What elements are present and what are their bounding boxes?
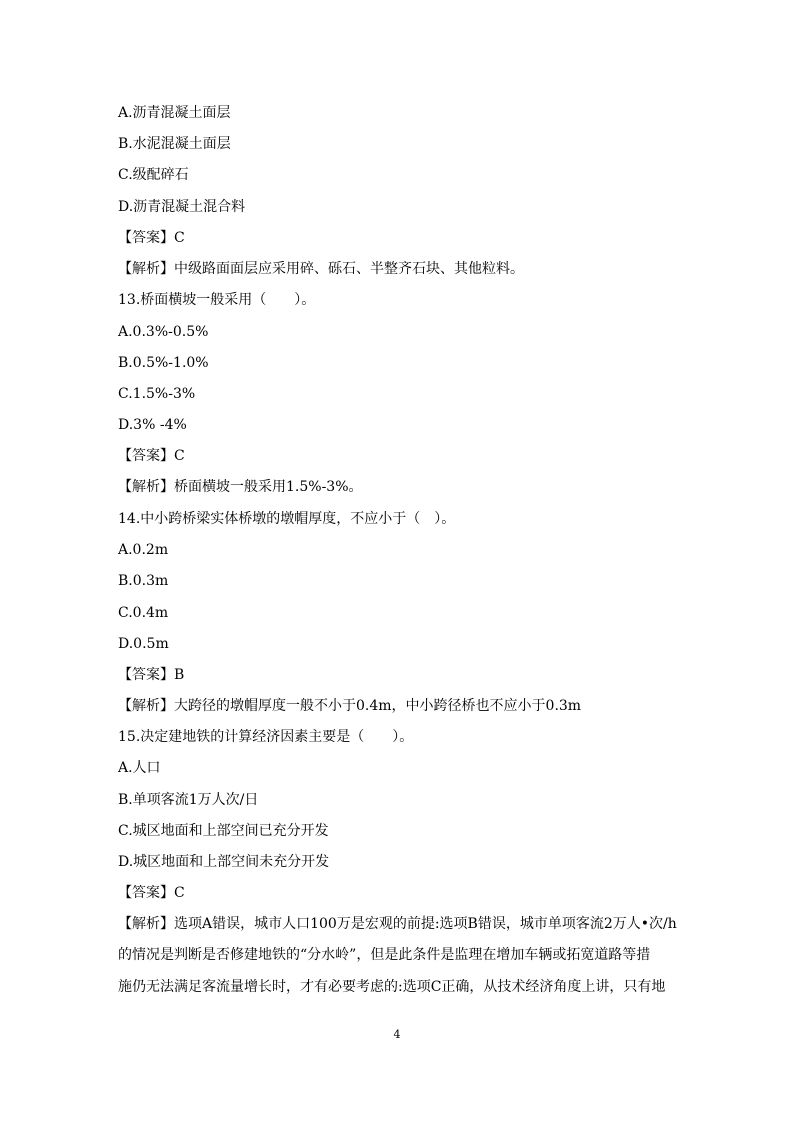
answer-14: 【答案】B bbox=[118, 667, 185, 683]
option-14c: C.0.4m bbox=[118, 605, 169, 621]
question-14: 14.中小跨桥梁实体桥墩的墩帽厚度，不应小于（ ）。 bbox=[118, 511, 456, 527]
option-12d: D.沥青混凝土混合料 bbox=[118, 199, 246, 215]
explanation-15-line2: 的情况是判断是否修建地铁的“分水岭”，但是此条件是监理在增加车辆或拓宽道路等措 bbox=[118, 947, 651, 963]
answer-15: 【答案】C bbox=[118, 885, 185, 901]
option-14d: D.0.5m bbox=[118, 636, 169, 652]
option-13c: C.1.5%-3% bbox=[118, 386, 196, 402]
option-13b: B.0.5%-1.0% bbox=[118, 355, 209, 371]
option-12c: C.级配碎石 bbox=[118, 167, 189, 183]
option-15d: D.城区地面和上部空间未充分开发 bbox=[118, 854, 330, 870]
option-12a: A.沥青混凝土面层 bbox=[118, 105, 231, 121]
question-15: 15.决定建地铁的计算经济因素主要是（ ）。 bbox=[118, 729, 414, 745]
option-15c: C.城区地面和上部空间已充分开发 bbox=[118, 823, 329, 839]
explanation-13: 【解析】桥面横坡一般采用1.5%-3%。 bbox=[118, 479, 363, 495]
option-14b: B.0.3m bbox=[118, 573, 169, 589]
option-13d: D.3% -4% bbox=[118, 417, 187, 433]
answer-13: 【答案】C bbox=[118, 448, 185, 464]
explanation-12: 【解析】中级路面面层应采用碎、砾石、半整齐石块、其他粒料。 bbox=[118, 261, 524, 277]
option-12b: B.水泥混凝土面层 bbox=[118, 136, 231, 152]
page-number: 4 bbox=[393, 1028, 401, 1041]
explanation-14: 【解析】大跨径的墩帽厚度一般不小于0.4m，中小跨径桥也不应小于0.3m bbox=[118, 698, 582, 714]
question-13: 13.桥面横坡一般采用（ ）。 bbox=[118, 292, 316, 308]
option-15b: B.单项客流1万人次/日 bbox=[118, 792, 259, 808]
explanation-15-line3: 施仍无法满足客流量增长时，才有必要考虑的:选项C正确，从技术经济角度上讲，只有地 bbox=[118, 979, 666, 995]
option-15a: A.人口 bbox=[118, 760, 161, 776]
option-13a: A.0.3%-0.5% bbox=[118, 324, 209, 340]
answer-12: 【答案】C bbox=[118, 230, 185, 246]
explanation-15-line1: 【解析】选项A错误，城市人口100万是宏观的前提:选项B错误，城市单项客流2万人•次/h bbox=[118, 916, 677, 932]
option-14a: A.0.2m bbox=[118, 542, 169, 558]
